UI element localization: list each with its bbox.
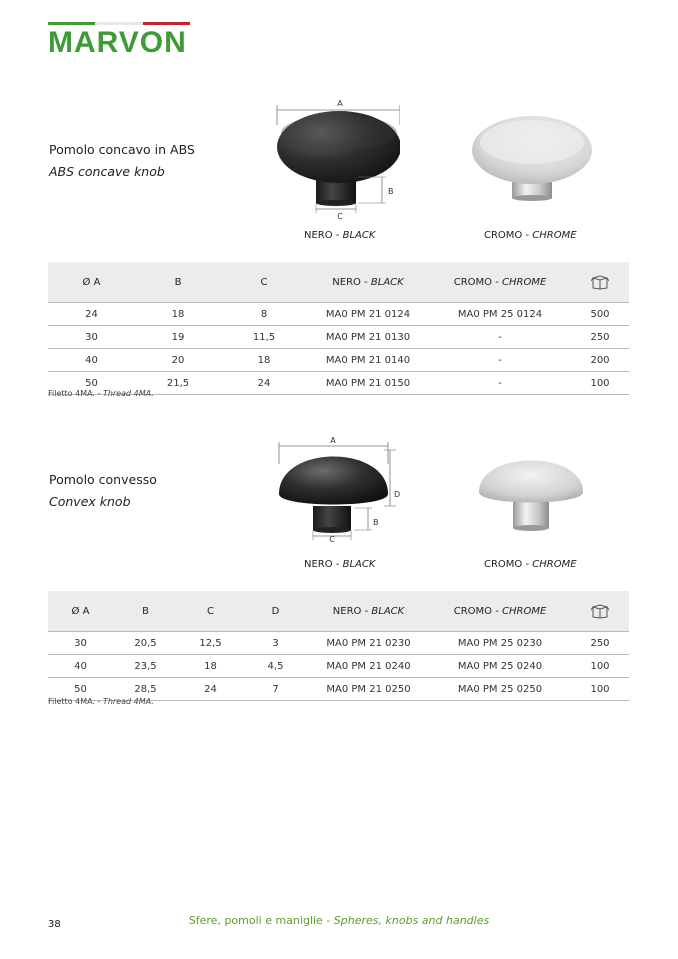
cell-c: 8 <box>221 303 307 326</box>
table-header-row <box>48 591 629 632</box>
section2-title-it: Pomolo convesso <box>49 472 157 487</box>
caption-chrome-en: CHROME <box>532 230 577 241</box>
footer-text-it: Sfere, pomoli e maniglie - <box>188 914 334 927</box>
cell-a: 24 <box>48 303 135 326</box>
header-chrome-it: CROMO - <box>453 276 502 288</box>
table-row <box>48 655 629 678</box>
caption-black-en: BLACK <box>342 230 376 241</box>
cell-chrome-code: MA0 PM 25 0230 <box>429 632 571 655</box>
cell-pack-qty: 100 <box>571 655 629 678</box>
header-black-code <box>308 591 429 632</box>
black-concave-knob-image <box>272 95 400 223</box>
cell-a: 30 <box>48 326 135 349</box>
cell-chrome-code: - <box>429 326 571 349</box>
caption-chrome-it: CROMO - <box>484 559 533 570</box>
cell-black-code: MA0 PM 21 0250 <box>308 678 429 701</box>
table-row <box>48 303 629 326</box>
footer-text-en: Spheres, knobs and handles <box>333 914 490 927</box>
cell-pack-qty: 250 <box>571 632 629 655</box>
cell-chrome-code: MA0 PM 25 0240 <box>429 655 571 678</box>
dim-c-label: C <box>337 212 343 221</box>
cell-a: 30 <box>48 632 113 655</box>
cell-pack-qty: 100 <box>571 678 629 701</box>
caption-black-1 <box>304 230 375 241</box>
caption-chrome-2 <box>484 559 577 570</box>
table-row <box>48 326 629 349</box>
flag-red <box>143 22 190 25</box>
header-black-en: BLACK <box>370 276 404 288</box>
cell-a: 40 <box>48 349 135 372</box>
spec-table-2 <box>48 591 629 701</box>
table-row <box>48 632 629 655</box>
cell-c: 12,5 <box>178 632 243 655</box>
header-chrome-code <box>429 591 571 632</box>
footnote-1 <box>48 389 154 398</box>
cell-c: 24 <box>221 372 307 395</box>
chrome-convex-knob-image <box>476 448 590 534</box>
cell-pack-qty: 200 <box>571 349 629 372</box>
caption-chrome-en: CHROME <box>532 559 577 570</box>
caption-black-it: NERO - <box>304 230 343 241</box>
section1-title-it: Pomolo concavo in ABS <box>49 142 195 157</box>
dim-a-label: A <box>337 99 343 108</box>
box-icon <box>591 274 609 290</box>
footnote-it: Filetto 4MA. - <box>48 697 103 706</box>
table-row <box>48 349 629 372</box>
dim-b-label: B <box>373 518 379 527</box>
header-chrome-code <box>429 262 571 303</box>
header-diameter-a: Ø A <box>48 262 135 303</box>
black-convex-knob-image <box>272 434 408 546</box>
brand-logo <box>48 22 190 58</box>
cell-c: 18 <box>221 349 307 372</box>
header-chrome-en: CHROME <box>502 276 547 288</box>
dim-b-label: B <box>388 187 394 196</box>
cell-b: 20,5 <box>113 632 178 655</box>
cell-black-code: MA0 PM 21 0240 <box>308 655 429 678</box>
footer-caption <box>0 914 678 927</box>
dim-d-label: D <box>394 490 401 499</box>
cell-a: 50 <box>48 678 113 701</box>
cell-b: 28,5 <box>113 678 178 701</box>
logo-text: MARVON <box>48 26 187 59</box>
cell-chrome-code: - <box>429 349 571 372</box>
footnote-en: Thread 4MA. <box>102 697 154 706</box>
cell-pack-qty: 250 <box>571 326 629 349</box>
section1-title-en: ABS concave knob <box>49 164 165 179</box>
cell-c: 18 <box>178 655 243 678</box>
table-header-row <box>48 262 629 303</box>
caption-black-2 <box>304 559 375 570</box>
cell-b: 18 <box>135 303 221 326</box>
spec-table-1 <box>48 262 629 395</box>
cell-pack-qty: 100 <box>571 372 629 395</box>
cell-chrome-code: MA0 PM 25 0250 <box>429 678 571 701</box>
header-c: C <box>178 591 243 632</box>
chrome-concave-knob-image <box>470 112 596 212</box>
header-diameter-a: Ø A <box>48 591 113 632</box>
header-pack-qty <box>571 262 629 303</box>
section2-title-en: Convex knob <box>49 494 131 509</box>
cell-a: 50 <box>48 372 135 395</box>
caption-black-it: NERO - <box>304 559 343 570</box>
header-black-it: NERO - <box>332 276 371 288</box>
flag-green <box>48 22 95 25</box>
cell-b: 20 <box>135 349 221 372</box>
footnote-it: Filetto 4MA. - <box>48 389 103 398</box>
header-black-code <box>307 262 429 303</box>
caption-chrome-it: CROMO - <box>484 230 533 241</box>
header-d: D <box>243 591 308 632</box>
header-black-en: BLACK <box>371 605 405 617</box>
flag-white <box>95 22 142 25</box>
cell-c: 11,5 <box>221 326 307 349</box>
header-black-it: NERO - <box>332 605 372 617</box>
header-b: B <box>113 591 178 632</box>
header-chrome-en: CHROME <box>502 605 547 617</box>
dim-a-label: A <box>330 436 336 445</box>
cell-d: 7 <box>243 678 308 701</box>
cell-chrome-code: MA0 PM 25 0124 <box>429 303 571 326</box>
header-chrome-it: CROMO - <box>453 605 502 617</box>
cell-black-code: MA0 PM 21 0130 <box>307 326 429 349</box>
dim-c-label: C <box>329 535 335 544</box>
cell-black-code: MA0 PM 21 0150 <box>307 372 429 395</box>
header-c: C <box>221 262 307 303</box>
cell-d: 4,5 <box>243 655 308 678</box>
logo-flag-stripe <box>48 22 190 25</box>
cell-pack-qty: 500 <box>571 303 629 326</box>
caption-black-en: BLACK <box>342 559 376 570</box>
cell-chrome-code: - <box>429 372 571 395</box>
cell-black-code: MA0 PM 21 0124 <box>307 303 429 326</box>
cell-c: 24 <box>178 678 243 701</box>
footnote-en: Thread 4MA. <box>102 389 154 398</box>
cell-black-code: MA0 PM 21 0140 <box>307 349 429 372</box>
cell-b: 23,5 <box>113 655 178 678</box>
cell-a: 40 <box>48 655 113 678</box>
cell-b: 19 <box>135 326 221 349</box>
header-pack-qty <box>571 591 629 632</box>
caption-chrome-1 <box>484 230 577 241</box>
footnote-2 <box>48 697 154 706</box>
page-number: 38 <box>48 919 61 930</box>
box-icon <box>591 603 609 619</box>
cell-b: 21,5 <box>135 372 221 395</box>
cell-black-code: MA0 PM 21 0230 <box>308 632 429 655</box>
header-b: B <box>135 262 221 303</box>
cell-d: 3 <box>243 632 308 655</box>
